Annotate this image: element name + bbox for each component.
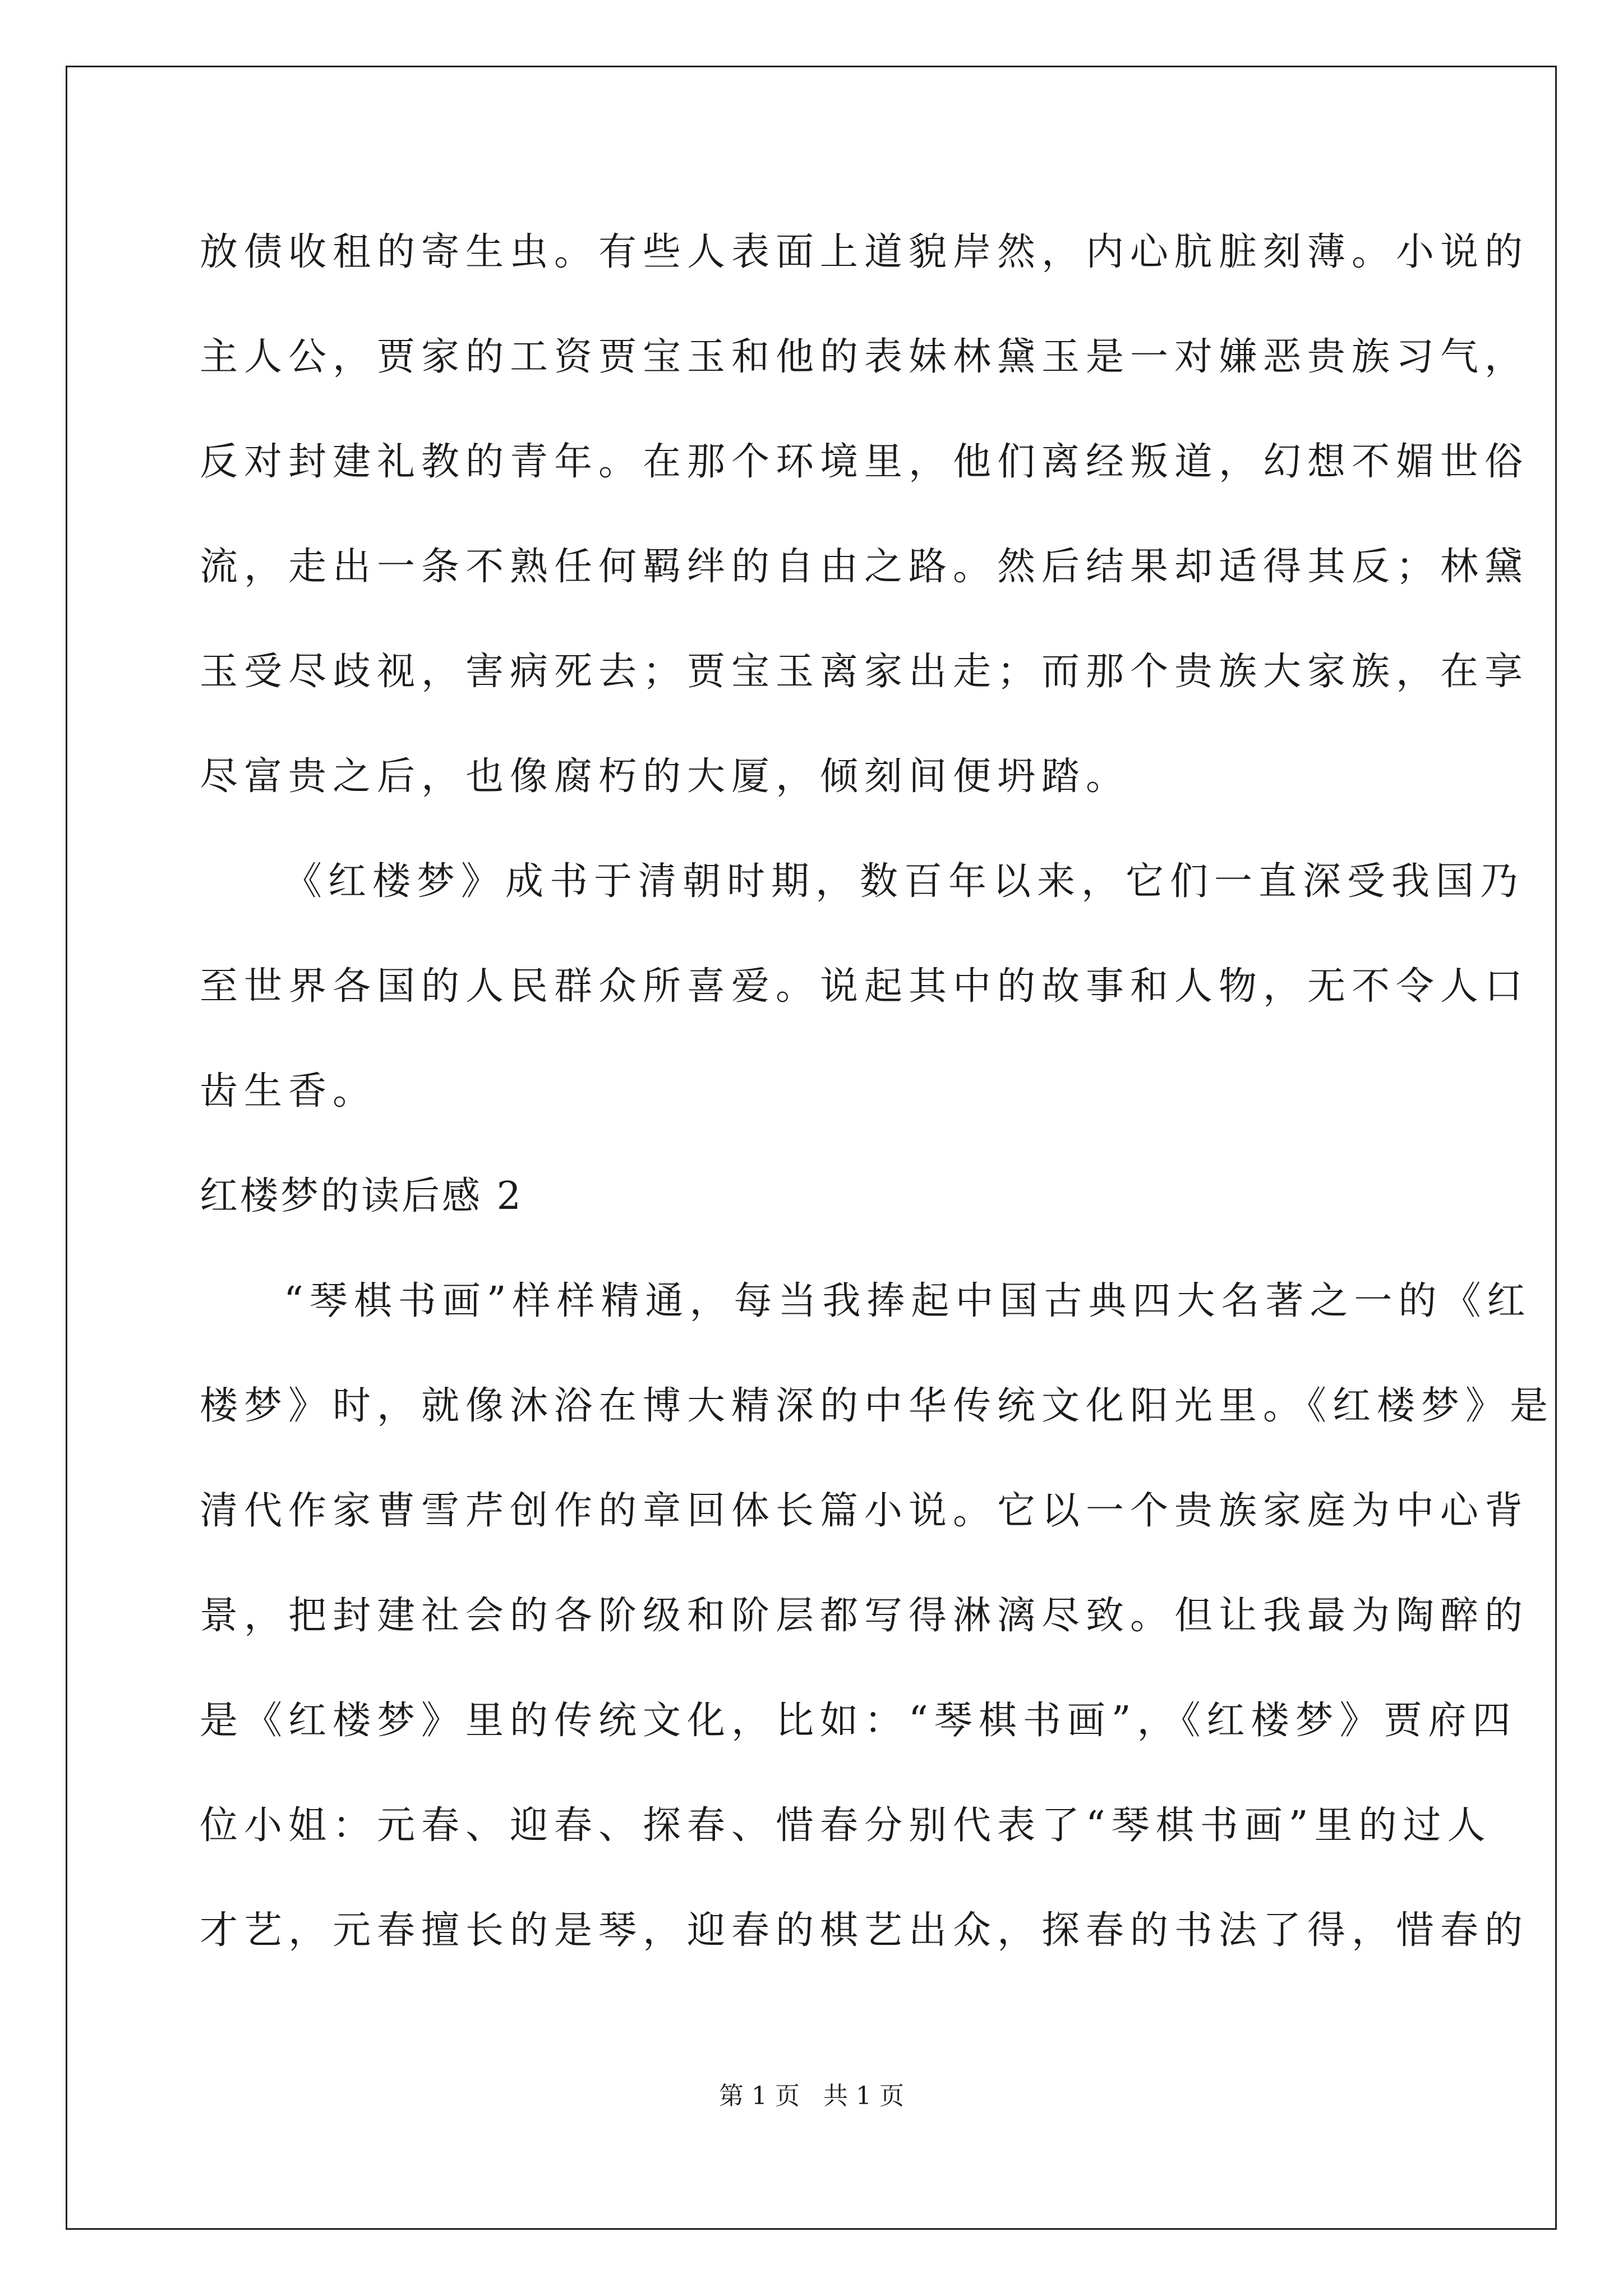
text-line-11: “琴棋书画”样样精通，每当我捧起中国古典四大名著之一的《红	[284, 1279, 1532, 1323]
text-line-17: 才艺，元春擅长的是琴，迎春的棋艺出众，探春的书法了得，惜春的	[200, 1908, 1529, 1953]
page-footer: 第 1 页 共 1 页	[719, 2082, 904, 2110]
text-line-12: 楼梦》时，就像沐浴在博大精深的中华传统文化阳光里。《红楼梦》是	[200, 1384, 1555, 1428]
text-line-13: 清代作家曹雪芹创作的章回体长篇小说。它以一个贵族家庭为中心背	[200, 1489, 1529, 1533]
section-heading: 红楼梦的读后感 2	[200, 1174, 523, 1218]
text-line-6: 尽富贵之后，也像腐朽的大厦，倾刻间便坍踏。	[200, 754, 1131, 799]
text-line-14: 景，把封建社会的各阶级和阶层都写得淋漓尽致。但让我最为陶醉的	[200, 1594, 1529, 1638]
text-line-3: 反对封建礼教的青年。在那个环境里，他们离经叛道，幻想不媚世俗	[200, 440, 1529, 484]
text-line-2: 主人公，贾家的工资贾宝玉和他的表妹林黛玉是一对嫌恶贵族习气，	[200, 335, 1529, 379]
text-line-8: 至世界各国的人民群众所喜爱。说起其中的故事和人物，无不令人口	[200, 964, 1529, 1009]
text-line-5: 玉受尽歧视，害病死去；贾宝玉离家出走；而那个贵族大家族，在享	[200, 650, 1529, 694]
text-line-16: 位小姐：元春、迎春、探春、惜春分别代表了“琴棋书画”里的过人	[200, 1803, 1492, 1848]
text-line-4: 流，走出一条不熟任何羁绊的自由之路。然后结果却适得其反；林黛	[200, 545, 1529, 589]
document-body	[200, 219, 1555, 2002]
text-line-9: 齿生香。	[200, 1069, 377, 1114]
text-line-15: 是《红楼梦》里的传统文化，比如：“琴棋书画”，《红楼梦》贾府四	[200, 1699, 1517, 1743]
text-line-1: 放债收租的寄生虫。有些人表面上道貌岸然，内心肮脏刻薄。小说的	[200, 230, 1529, 274]
text-line-7: 《红楼梦》成书于清朝时期，数百年以来，它们一直深受我国乃	[284, 859, 1525, 904]
